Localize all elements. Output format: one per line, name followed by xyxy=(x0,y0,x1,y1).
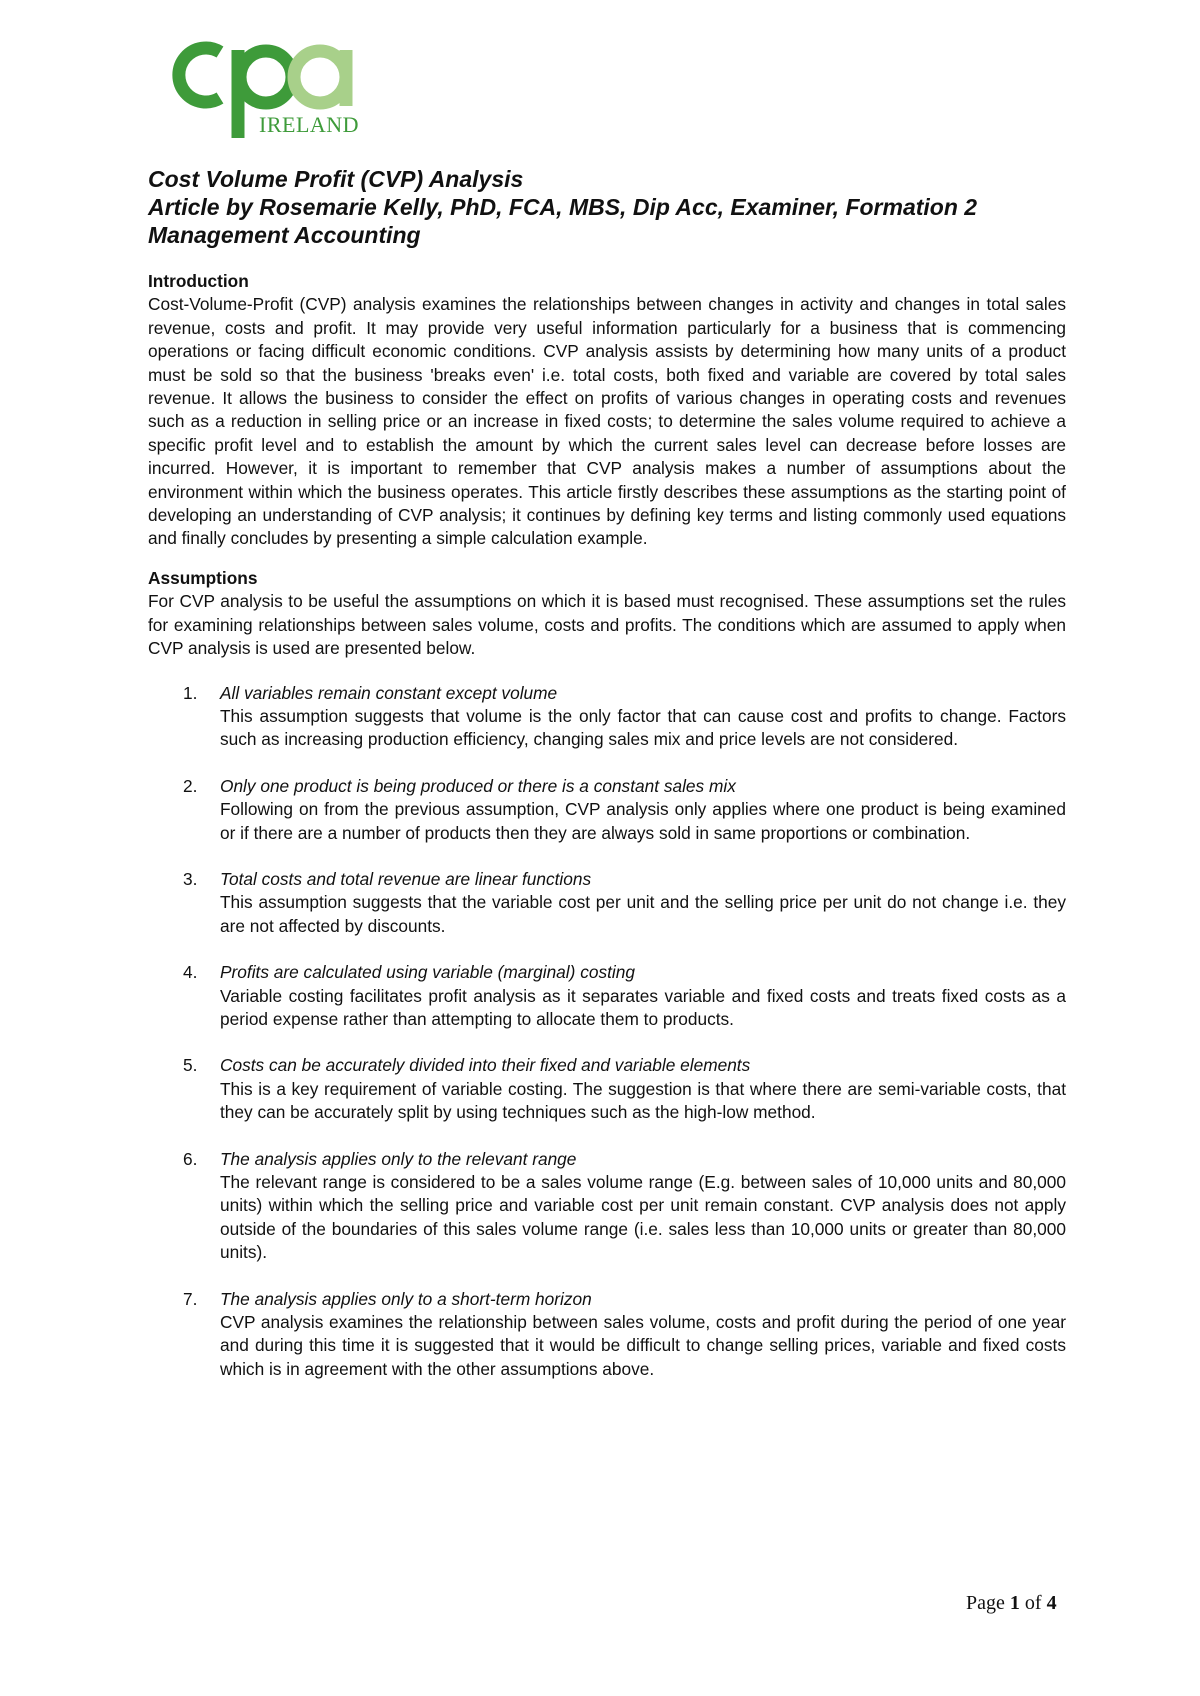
list-item-text: Variable costing facilitates profit analysis as it separates variable and fixed costs and treats fixed costs as a period expense rather than attempting to allocate them to products. xyxy=(220,985,1066,1029)
list-item-title: Total costs and total revenue are linear functions xyxy=(220,868,592,889)
list-item xyxy=(148,1288,1066,1382)
introduction-heading: Introduction xyxy=(148,271,249,291)
page-prefix: Page xyxy=(966,1592,1005,1614)
list-item-text: This assumption suggests that the variable cost per unit and the selling price per unit do not change i.e. they are not affected by discounts. xyxy=(220,892,1066,936)
introduction-section xyxy=(148,270,1066,551)
list-item-title: Costs can be accurately divided into their fixed and variable elements xyxy=(220,1055,751,1076)
list-item-number: 4. xyxy=(183,962,198,983)
list-item-text: This is a key requirement of variable costing. The suggestion is that where there are semi-variable costs, that they can be accurately split by using techniques such as the high-low method. xyxy=(220,1078,1066,1123)
title-line-2: Article by Rosemarie Kelly, PhD, FCA, MBS, Dip Acc, Examiner, Formation 2 xyxy=(148,194,978,220)
list-item-text: Following on from the previous assumption, CVP analysis only applies where one product is being examined or if there are a number of products then they are always sold in same proportions or combination. xyxy=(220,799,1066,843)
list-item-text: This assumption suggests that volume is the only factor that can cause cost and profits to change. Factors such as increasing production efficiency, changing sales mix and price levels are not considered. xyxy=(220,705,1066,750)
list-item xyxy=(148,1054,1066,1124)
page-current: 1 xyxy=(1009,1592,1020,1614)
page-number xyxy=(966,1592,1057,1615)
assumptions-section xyxy=(148,567,1066,661)
list-item xyxy=(148,682,1066,752)
list-item xyxy=(148,868,1066,938)
list-item-title: Only one product is being produced or there is a constant sales mix xyxy=(220,775,736,796)
article-title xyxy=(148,165,1068,249)
title-line-3: Management Accounting xyxy=(148,222,421,248)
list-item-number: 5. xyxy=(183,1055,198,1076)
title-line-1: Cost Volume Profit (CVP) Analysis xyxy=(148,166,524,192)
list-item-title: The analysis applies only to a short-term horizon xyxy=(220,1288,592,1309)
page-of: of xyxy=(1024,1592,1042,1614)
list-item-number: 3. xyxy=(183,868,198,889)
list-item-number: 7. xyxy=(183,1288,198,1309)
assumptions-paragraph: For CVP analysis to be useful the assumptions on which it is based must recognised. These assumptions set the rules for examining relationships between sales volume, costs and profits. The conditions which are assumed to apply when CVP analysis is used are presented below. xyxy=(148,591,1066,659)
introduction-paragraph: Cost-Volume-Profit (CVP) analysis examines the relationships between changes in activity and changes in total sales revenue, costs and profit. It may provide very useful information particularly for a business that is commencing operations or facing difficult economic conditions. CVP analysis assists by determining how many units of a product must be sold so that the business 'breaks even' i.e. total costs, both fixed and variable are covered by total sales revenue. It allows the business to consider the effect on profits of various changes in operating costs and revenues such as a reduction in selling price or an increase in fixed costs; to determine the sales volume required to achieve a specific profit level and to establish the amount by which the current sales level can decrease before losses are incurred. However, it is important to remember that CVP analysis makes a number of assumptions about the environment within which the business operates. This article firstly describes these assumptions as the starting point of developing an understanding of CVP analysis; it continues by defining key terms and listing commonly used equations and finally concludes by presenting a simple calculation example. xyxy=(148,294,1066,549)
list-item-title: The analysis applies only to the relevant range xyxy=(220,1148,577,1169)
list-item-number: 1. xyxy=(183,682,198,703)
list-item-title: Profits are calculated using variable (marginal) costing xyxy=(220,962,635,983)
list-item xyxy=(148,1148,1066,1265)
list-item-title: All variables remain constant except volume xyxy=(220,682,558,703)
list-item-text: CVP analysis examines the relationship between sales volume, costs and profit during the period of one year and during this time it is suggested that it would be difficult to change selling prices, variable and fixed costs which is in agreement with the other assumptions above. xyxy=(220,1312,1066,1379)
list-item xyxy=(148,775,1066,845)
page-total: 4 xyxy=(1046,1592,1057,1614)
list-item xyxy=(148,961,1066,1031)
logo-wordmark: IRELAND xyxy=(259,112,360,137)
assumptions-heading: Assumptions xyxy=(148,567,258,588)
article-body xyxy=(148,270,1066,1404)
list-item-number: 6. xyxy=(183,1148,198,1169)
list-item-text: The relevant range is considered to be a sales volume range (E.g. between sales of 10,000 units and 80,000 units) within which the selling price and variable cost per unit remain constant. CVP analysis does not apply outside of the boundaries of this sales volume range (i.e. sales less than 10,000 units or greater than 80,000 units). xyxy=(220,1172,1066,1263)
list-item-number: 2. xyxy=(183,775,198,796)
assumptions-list xyxy=(148,682,1066,1382)
